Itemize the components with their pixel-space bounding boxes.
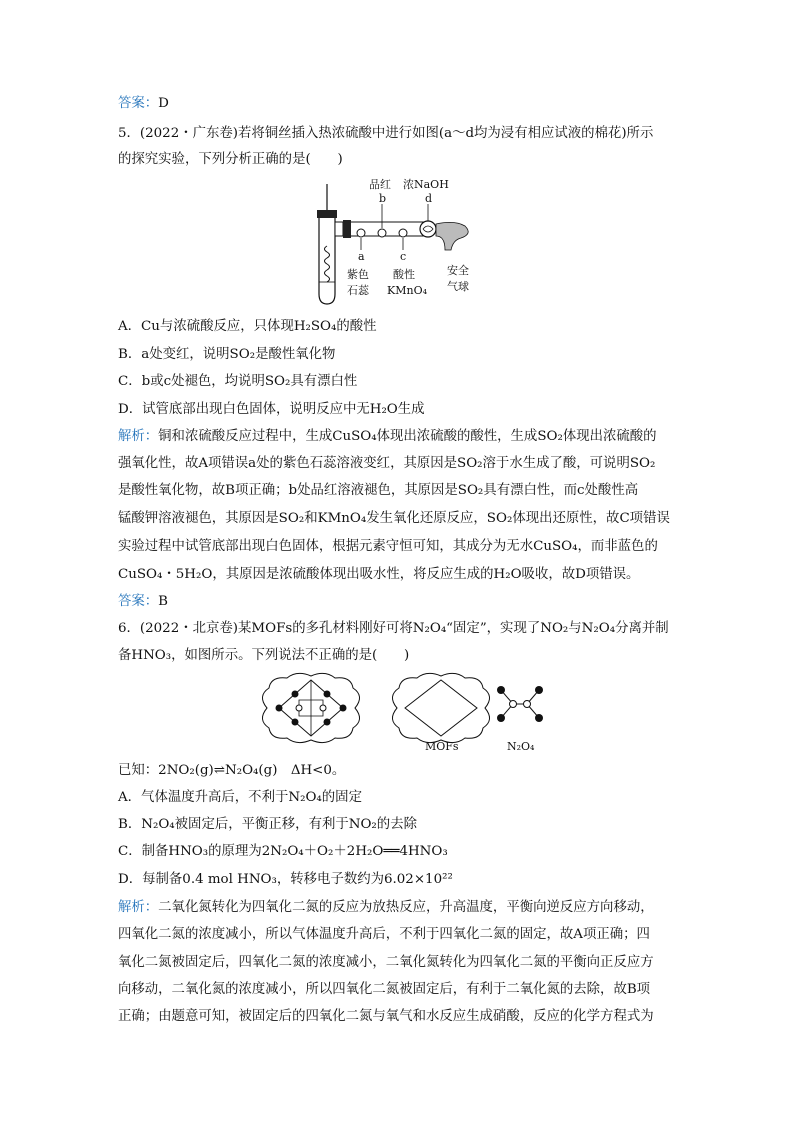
copper-coil xyxy=(325,246,330,282)
q5-analysis-line-3: 是酸性氧化物，故B项正确；b处品红溶液褪色，其原因是SO₂具有漂白性，而c处酸性高 xyxy=(118,483,639,498)
q5-option-b: B．a处变红，说明SO₂是酸性氧化物 xyxy=(118,347,336,362)
label-zise: 紫色 xyxy=(347,268,369,281)
q6-analysis-line-4: 向移动，二氧化氮的浓度减小，所以四氧化二氮被固定后，有利于二氧化氮的去除，故B项 xyxy=(118,982,651,997)
letter-a: a xyxy=(358,250,365,263)
test-tube xyxy=(319,214,335,304)
q6-known: 已知：2NO₂(g)⇌N₂O₄(g) ΔH<0。 xyxy=(118,763,346,778)
cotton-a xyxy=(357,229,365,237)
analysis-label: 解析： xyxy=(118,429,159,444)
q5-analysis-line-2: 强氧化性，故A项错误a处的紫色石蕊溶液变红，其原因是SO₂溶于水生成了酸，可说明SO₂ xyxy=(118,456,656,471)
label-pinhong: 品红 xyxy=(369,178,391,191)
label-kmno4: KMnO₄ xyxy=(387,284,427,297)
cotton-d xyxy=(420,221,436,237)
q5-answer xyxy=(118,593,168,611)
label-shirui: 石蕊 xyxy=(347,284,369,297)
q6-option-a: A．气体温度升高后，不利于N₂O₄的固定 xyxy=(118,790,362,805)
side-stopper xyxy=(343,220,351,238)
cloud-structure-2 xyxy=(392,673,489,742)
q5-option-d: D．试管底部出现白色固体，说明反应中无H₂O生成 xyxy=(118,402,425,417)
q5-analysis-line-1: 解析：铜和浓硫酸反应过程中，生成CuSO₄体现出浓硫酸的酸性，生成SO₂体现出浓硫酸的 xyxy=(118,429,657,444)
rhombus-2 xyxy=(405,680,477,736)
q5-apparatus-figure xyxy=(305,176,495,311)
answer-value: D xyxy=(158,96,169,111)
stopper xyxy=(317,210,337,218)
cotton-b xyxy=(378,229,386,237)
q6-mofs-figure xyxy=(255,668,545,756)
label-n2o4: N₂O₄ xyxy=(507,740,535,753)
q5-stem-line-2: 的探究实验，下列分析正确的是( ) xyxy=(118,152,343,167)
safety-balloon xyxy=(436,222,468,250)
q4-answer xyxy=(118,95,169,113)
q5-option-c: C．b或c处褪色，均说明SO₂具有漂白性 xyxy=(118,374,358,389)
q5-analysis-line-6: CuSO₄・5H₂O，其原因是浓硫酸体现出吸水性，将反应生成的H₂O吸收，故D项错误。 xyxy=(118,567,640,582)
q6-analysis-line-1: 解析：二氧化氮转化为四氧化二氮的反应为放热反应，升高温度，平衡向逆反应方向移动， xyxy=(118,900,654,915)
connector xyxy=(335,222,343,236)
q6-option-d: D．每制备0.4 mol HNO₃，转移电子数约为6.02×10²² xyxy=(118,872,453,887)
answer-label: 答案： xyxy=(118,96,159,111)
label-anquan: 安全 xyxy=(447,264,469,277)
cotton-c xyxy=(399,229,407,237)
label-qiqiu: 气球 xyxy=(447,280,469,293)
q6-stem-line-1: 6．(2022・北京卷)某MOFs的多孔材料刚好可将N₂O₄“固定”，实现了NO₂与N₂O₄分离并制 xyxy=(118,621,669,636)
letter-b: b xyxy=(379,192,387,205)
label-mofs: MOFs xyxy=(425,740,459,753)
label-suanxing: 酸性 xyxy=(393,268,415,281)
q5-analysis-line-4: 锰酸钾溶液褪色，其原因是SO₂和KMnO₄发生氧化还原反应，SO₂体现出还原性，故C项错误 xyxy=(118,511,670,526)
analysis-label: 解析： xyxy=(118,900,159,915)
answer-value: B xyxy=(158,594,169,609)
n2o4-molecule xyxy=(510,701,517,708)
label-naoh: 浓NaOH xyxy=(403,178,449,191)
q6-stem-line-2: 备HNO₃，如图所示。下列说法不正确的是( ) xyxy=(118,648,410,663)
q6-option-b: B．N₂O₄被固定后，平衡正移，有利于NO₂的去除 xyxy=(118,817,417,832)
letter-d: d xyxy=(425,192,433,205)
q5-option-a: A．Cu与浓硫酸反应，只体现H₂SO₄的酸性 xyxy=(118,319,377,334)
q5-analysis-line-5: 实验过程中试管底部出现白色固体，根据元素守恒可知，其成分为无水CuSO₄，而非蓝色的 xyxy=(118,539,658,554)
q6-analysis-line-2: 四氧化二氮的浓度减小，所以气体温度升高后，不利于四氧化二氮的固定，故A项正确；四 xyxy=(118,927,650,942)
q6-option-c: C．制备HNO₃的原理为2N₂O₄＋O₂＋2H₂O══4HNO₃ xyxy=(118,844,448,859)
q5-stem-line-1: 5．(2022・广东卷)若将铜丝插入热浓硫酸中进行如图(a～d均为浸有相应试液的棉花)所示 xyxy=(118,126,654,141)
q6-analysis-line-3: 氧化二氮被固定后，四氧化二氮的浓度减小，二氧化氮转化为四氧化二氮的平衡向正反应方 xyxy=(118,955,654,970)
letter-c: c xyxy=(400,250,407,263)
q6-analysis-line-5: 正确；由题意可知，被固定后的四氧化二氮与氧气和水反应生成硝酸，反应的化学方程式为 xyxy=(118,1009,654,1024)
answer-label: 答案： xyxy=(118,594,159,609)
